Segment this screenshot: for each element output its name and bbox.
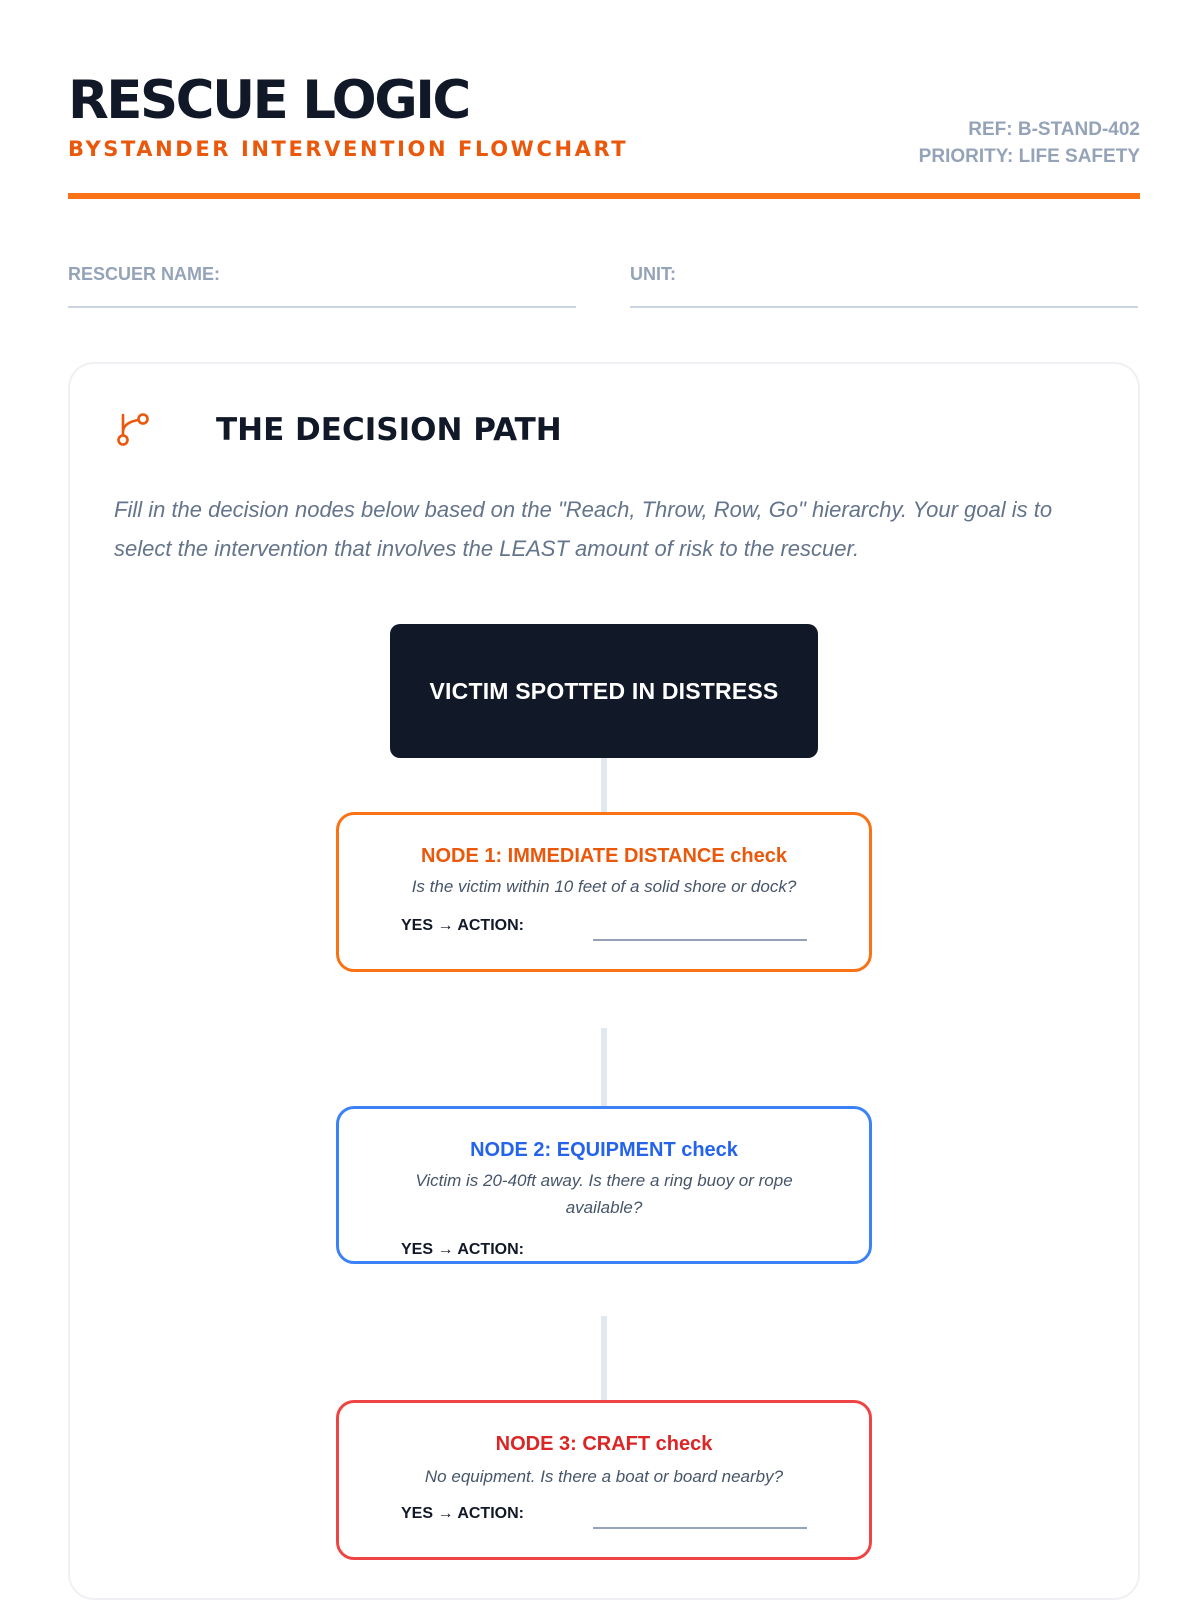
rescuer-name-label: RESCUER NAME: <box>68 264 221 284</box>
node-question: Victim is 20-40ft away. Is there a ring buoy or rope available? <box>415 1171 793 1217</box>
node-question: Is the victim within 10 feet of a solid shore or dock? <box>411 877 797 896</box>
page-subtitle: BYSTANDER INTERVENTION FLOWCHART <box>68 137 629 161</box>
branch-icon <box>114 412 150 448</box>
flow-connector <box>601 1028 607 1106</box>
unit-label: UNIT: <box>630 264 676 284</box>
node-action-label: YES → ACTION: <box>401 1505 524 1522</box>
node-question: No equipment. Is there a boat or board nearby? <box>424 1467 784 1486</box>
section-title: THE DECISION PATH <box>216 412 562 448</box>
decision-node-1 <box>336 812 872 972</box>
flow-connector <box>601 1316 607 1400</box>
decision-node-2 <box>336 1106 872 1264</box>
action-answer-field[interactable] <box>593 1261 807 1263</box>
decision-node-3 <box>336 1400 872 1560</box>
node-action-label: YES → ACTION: <box>401 917 524 934</box>
priority-label: PRIORITY: LIFE SAFETY <box>918 146 1140 167</box>
start-node-label: VICTIM SPOTTED IN DISTRESS <box>429 677 779 704</box>
node-action-label: YES → ACTION: <box>401 1241 524 1258</box>
decision-path-card <box>68 362 1140 1600</box>
node-title: NODE 2: EQUIPMENT check <box>470 1139 738 1161</box>
header-divider <box>68 193 1140 199</box>
action-answer-field[interactable] <box>593 939 807 941</box>
node-title: NODE 3: CRAFT check <box>495 1433 713 1455</box>
page-header <box>68 70 1140 202</box>
action-answer-field[interactable] <box>593 1527 807 1529</box>
rescuer-name-field[interactable] <box>68 262 576 308</box>
document-meta <box>919 116 1140 170</box>
start-node <box>390 624 818 758</box>
reference-code: REF: B-STAND-402 <box>968 119 1140 140</box>
unit-field[interactable] <box>630 262 1138 308</box>
flow-connector <box>601 758 607 812</box>
instructions-text: Fill in the decision nodes below based on the "Reach, Throw, Row, Go" hierarchy. Your goal is to select the intervention that involves the LEAST amount of risk to the rescuer. <box>114 497 1053 561</box>
node-title: NODE 1: IMMEDIATE DISTANCE check <box>421 845 787 867</box>
page-title: RESCUE LOGIC <box>68 70 469 131</box>
